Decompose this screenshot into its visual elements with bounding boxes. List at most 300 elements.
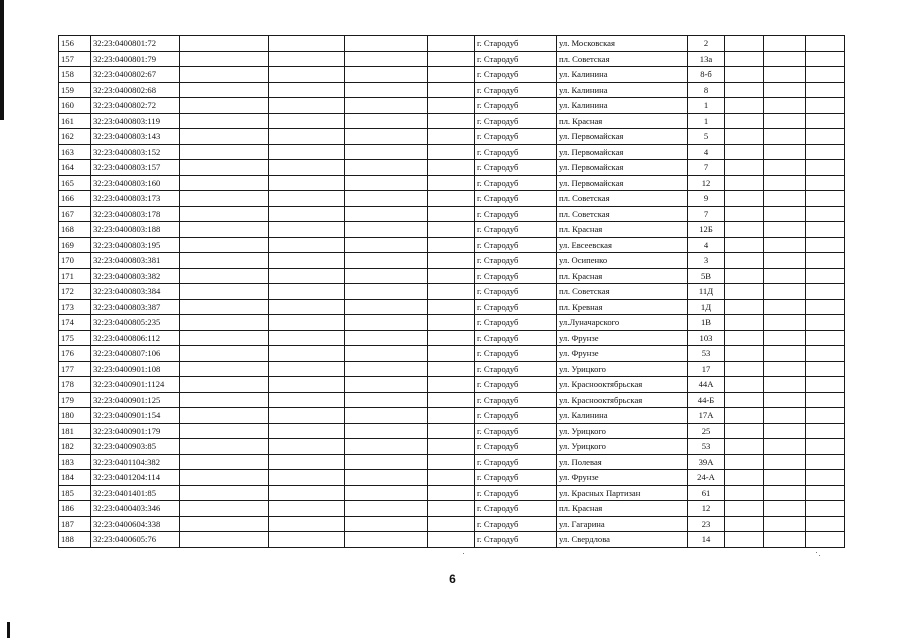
house-number-cell: 1 <box>688 98 725 114</box>
row-number-cell: 180 <box>59 408 91 424</box>
house-number-cell: 7 <box>688 160 725 176</box>
table-row <box>59 284 845 300</box>
empty-cell <box>180 346 269 362</box>
row-number-cell: 176 <box>59 346 91 362</box>
cadastral-number-cell: 32:23:0400604:338 <box>91 516 180 532</box>
row-number-cell: 161 <box>59 113 91 129</box>
row-number-cell: 163 <box>59 144 91 160</box>
empty-cell <box>428 392 475 408</box>
street-cell: ул. Московская <box>557 36 688 52</box>
house-number-cell: 24-А <box>688 470 725 486</box>
empty-cell <box>764 361 806 377</box>
empty-cell <box>180 237 269 253</box>
empty-cell <box>269 206 345 222</box>
page-number: 6 <box>449 572 456 586</box>
city-cell: г. Стародуб <box>475 268 557 284</box>
cadastral-number-cell: 32:23:0400803:188 <box>91 222 180 238</box>
empty-cell <box>764 82 806 98</box>
empty-cell <box>725 82 764 98</box>
table-row <box>59 191 845 207</box>
empty-cell <box>806 501 845 517</box>
property-registry-table <box>58 35 845 548</box>
empty-cell <box>269 98 345 114</box>
empty-cell <box>806 284 845 300</box>
city-cell: г. Стародуб <box>475 206 557 222</box>
empty-cell <box>345 361 428 377</box>
empty-cell <box>806 516 845 532</box>
empty-cell <box>345 284 428 300</box>
empty-cell <box>345 392 428 408</box>
empty-cell <box>345 206 428 222</box>
empty-cell <box>345 377 428 393</box>
empty-cell <box>428 408 475 424</box>
empty-cell <box>180 268 269 284</box>
empty-cell <box>725 268 764 284</box>
street-cell: ул. Фрунзе <box>557 346 688 362</box>
cadastral-number-cell: 32:23:0400901:125 <box>91 392 180 408</box>
empty-cell <box>428 454 475 470</box>
empty-cell <box>180 392 269 408</box>
street-cell: ул. Калинина <box>557 82 688 98</box>
row-number-cell: 188 <box>59 532 91 548</box>
street-cell: ул. Евсеевская <box>557 237 688 253</box>
street-cell: ул. Фрунзе <box>557 470 688 486</box>
empty-cell <box>180 315 269 331</box>
city-cell: г. Стародуб <box>475 454 557 470</box>
empty-cell <box>345 454 428 470</box>
table-row <box>59 160 845 176</box>
table-row <box>59 253 845 269</box>
table-row <box>59 129 845 145</box>
empty-cell <box>725 253 764 269</box>
house-number-cell: 12Б <box>688 222 725 238</box>
empty-cell <box>180 253 269 269</box>
scan-edge-tick <box>7 622 10 638</box>
empty-cell <box>764 299 806 315</box>
street-cell: пл. Советская <box>557 284 688 300</box>
empty-cell <box>764 470 806 486</box>
empty-cell <box>725 454 764 470</box>
table-row <box>59 268 845 284</box>
house-number-cell: 8-б <box>688 67 725 83</box>
street-cell: ул. Урицкого <box>557 423 688 439</box>
city-cell: г. Стародуб <box>475 175 557 191</box>
city-cell: г. Стародуб <box>475 222 557 238</box>
row-number-cell: 165 <box>59 175 91 191</box>
table-row <box>59 315 845 331</box>
empty-cell <box>269 361 345 377</box>
street-cell: ул. Осипенко <box>557 253 688 269</box>
empty-cell <box>269 454 345 470</box>
empty-cell <box>764 315 806 331</box>
empty-cell <box>764 532 806 548</box>
city-cell: г. Стародуб <box>475 485 557 501</box>
empty-cell <box>428 361 475 377</box>
house-number-cell: 14 <box>688 532 725 548</box>
cadastral-number-cell: 32:23:0400803:195 <box>91 237 180 253</box>
house-number-cell: 7 <box>688 206 725 222</box>
empty-cell <box>428 206 475 222</box>
row-number-cell: 167 <box>59 206 91 222</box>
cadastral-number-cell: 32:23:0400403:346 <box>91 501 180 517</box>
row-number-cell: 185 <box>59 485 91 501</box>
empty-cell <box>180 160 269 176</box>
empty-cell <box>764 501 806 517</box>
street-cell: ул. Первомайская <box>557 144 688 160</box>
empty-cell <box>180 82 269 98</box>
table-row <box>59 516 845 532</box>
table-row <box>59 361 845 377</box>
street-cell: ул. Первомайская <box>557 160 688 176</box>
empty-cell <box>269 51 345 67</box>
street-cell: пл. Кревная <box>557 299 688 315</box>
empty-cell <box>806 67 845 83</box>
empty-cell <box>806 377 845 393</box>
street-cell: ул. Калинина <box>557 98 688 114</box>
empty-cell <box>764 98 806 114</box>
empty-cell <box>806 253 845 269</box>
empty-cell <box>180 377 269 393</box>
empty-cell <box>806 346 845 362</box>
empty-cell <box>269 346 345 362</box>
empty-cell <box>269 253 345 269</box>
street-cell: пл. Советская <box>557 191 688 207</box>
empty-cell <box>345 82 428 98</box>
empty-cell <box>428 439 475 455</box>
empty-cell <box>725 470 764 486</box>
empty-cell <box>269 268 345 284</box>
empty-cell <box>428 268 475 284</box>
empty-cell <box>428 423 475 439</box>
empty-cell <box>345 113 428 129</box>
scan-speck <box>819 555 820 556</box>
street-cell: пл. Советская <box>557 51 688 67</box>
street-cell: ул. Урицкого <box>557 439 688 455</box>
empty-cell <box>725 516 764 532</box>
cadastral-number-cell: 32:23:0401401:85 <box>91 485 180 501</box>
empty-cell <box>269 191 345 207</box>
empty-cell <box>764 160 806 176</box>
street-cell: пл. Красная <box>557 113 688 129</box>
empty-cell <box>764 51 806 67</box>
row-number-cell: 158 <box>59 67 91 83</box>
table-row <box>59 222 845 238</box>
empty-cell <box>725 284 764 300</box>
empty-cell <box>764 36 806 52</box>
empty-cell <box>725 346 764 362</box>
cadastral-number-cell: 32:23:0400901:1124 <box>91 377 180 393</box>
street-cell: ул. Калинина <box>557 408 688 424</box>
empty-cell <box>180 330 269 346</box>
empty-cell <box>725 377 764 393</box>
empty-cell <box>725 315 764 331</box>
empty-cell <box>428 51 475 67</box>
empty-cell <box>180 516 269 532</box>
empty-cell <box>725 206 764 222</box>
empty-cell <box>345 470 428 486</box>
empty-cell <box>428 222 475 238</box>
empty-cell <box>428 253 475 269</box>
empty-cell <box>428 516 475 532</box>
empty-cell <box>345 98 428 114</box>
city-cell: г. Стародуб <box>475 67 557 83</box>
empty-cell <box>269 377 345 393</box>
empty-cell <box>764 129 806 145</box>
scan-speck <box>463 553 464 554</box>
cadastral-number-cell: 32:23:0400803:173 <box>91 191 180 207</box>
empty-cell <box>725 299 764 315</box>
empty-cell <box>764 268 806 284</box>
cadastral-number-cell: 32:23:0400803:119 <box>91 113 180 129</box>
street-cell: ул. Фрунзе <box>557 330 688 346</box>
cadastral-number-cell: 32:23:0400605:76 <box>91 532 180 548</box>
house-number-cell: 1 <box>688 113 725 129</box>
street-cell: ул. Калинина <box>557 67 688 83</box>
city-cell: г. Стародуб <box>475 346 557 362</box>
empty-cell <box>764 485 806 501</box>
empty-cell <box>180 98 269 114</box>
house-number-cell: 4 <box>688 144 725 160</box>
street-cell: ул. Краснооктябрьская <box>557 392 688 408</box>
street-cell: ул.Луначарского <box>557 315 688 331</box>
cadastral-number-cell: 32:23:0401104:382 <box>91 454 180 470</box>
empty-cell <box>428 237 475 253</box>
empty-cell <box>345 160 428 176</box>
empty-cell <box>180 284 269 300</box>
city-cell: г. Стародуб <box>475 501 557 517</box>
empty-cell <box>269 439 345 455</box>
city-cell: г. Стародуб <box>475 516 557 532</box>
table-row <box>59 175 845 191</box>
empty-cell <box>725 485 764 501</box>
city-cell: г. Стародуб <box>475 191 557 207</box>
empty-cell <box>180 175 269 191</box>
empty-cell <box>725 144 764 160</box>
empty-cell <box>725 36 764 52</box>
empty-cell <box>806 532 845 548</box>
empty-cell <box>428 377 475 393</box>
house-number-cell: 8 <box>688 82 725 98</box>
empty-cell <box>345 501 428 517</box>
cadastral-number-cell: 32:23:0400803:178 <box>91 206 180 222</box>
cadastral-number-cell: 32:23:0400807:106 <box>91 346 180 362</box>
empty-cell <box>180 454 269 470</box>
empty-cell <box>806 191 845 207</box>
cadastral-number-cell: 32:23:0400803:160 <box>91 175 180 191</box>
street-cell: пл. Красная <box>557 501 688 517</box>
house-number-cell: 2 <box>688 36 725 52</box>
cadastral-number-cell: 32:23:0400802:72 <box>91 98 180 114</box>
empty-cell <box>345 237 428 253</box>
empty-cell <box>428 315 475 331</box>
house-number-cell: 44-Б <box>688 392 725 408</box>
house-number-cell: 9 <box>688 191 725 207</box>
empty-cell <box>269 284 345 300</box>
empty-cell <box>428 67 475 83</box>
empty-cell <box>806 36 845 52</box>
empty-cell <box>806 206 845 222</box>
house-number-cell: 12 <box>688 501 725 517</box>
empty-cell <box>725 423 764 439</box>
empty-cell <box>806 160 845 176</box>
table-row <box>59 98 845 114</box>
empty-cell <box>345 408 428 424</box>
house-number-cell: 39А <box>688 454 725 470</box>
empty-cell <box>725 439 764 455</box>
empty-cell <box>725 191 764 207</box>
table-row <box>59 532 845 548</box>
table-row <box>59 299 845 315</box>
house-number-cell: 5 <box>688 129 725 145</box>
empty-cell <box>806 98 845 114</box>
empty-cell <box>428 36 475 52</box>
empty-cell <box>428 129 475 145</box>
house-number-cell: 103 <box>688 330 725 346</box>
city-cell: г. Стародуб <box>475 392 557 408</box>
empty-cell <box>269 485 345 501</box>
empty-cell <box>725 129 764 145</box>
house-number-cell: 44А <box>688 377 725 393</box>
empty-cell <box>345 423 428 439</box>
empty-cell <box>428 346 475 362</box>
empty-cell <box>428 330 475 346</box>
cadastral-number-cell: 32:23:0400803:152 <box>91 144 180 160</box>
empty-cell <box>725 98 764 114</box>
empty-cell <box>269 113 345 129</box>
scan-edge-mark <box>0 0 4 120</box>
empty-cell <box>725 51 764 67</box>
empty-cell <box>345 485 428 501</box>
city-cell: г. Стародуб <box>475 36 557 52</box>
empty-cell <box>764 191 806 207</box>
cadastral-number-cell: 32:23:0400903:85 <box>91 439 180 455</box>
row-number-cell: 181 <box>59 423 91 439</box>
empty-cell <box>345 330 428 346</box>
city-cell: г. Стародуб <box>475 98 557 114</box>
empty-cell <box>180 222 269 238</box>
empty-cell <box>764 113 806 129</box>
city-cell: г. Стародуб <box>475 439 557 455</box>
empty-cell <box>269 470 345 486</box>
row-number-cell: 170 <box>59 253 91 269</box>
empty-cell <box>345 346 428 362</box>
empty-cell <box>764 392 806 408</box>
city-cell: г. Стародуб <box>475 82 557 98</box>
empty-cell <box>269 423 345 439</box>
table-row <box>59 470 845 486</box>
table-row <box>59 439 845 455</box>
empty-cell <box>345 299 428 315</box>
empty-cell <box>180 51 269 67</box>
table-row <box>59 36 845 52</box>
empty-cell <box>180 485 269 501</box>
table-row <box>59 206 845 222</box>
empty-cell <box>180 129 269 145</box>
row-number-cell: 169 <box>59 237 91 253</box>
empty-cell <box>428 113 475 129</box>
city-cell: г. Стародуб <box>475 160 557 176</box>
row-number-cell: 184 <box>59 470 91 486</box>
empty-cell <box>806 361 845 377</box>
empty-cell <box>345 532 428 548</box>
empty-cell <box>345 222 428 238</box>
row-number-cell: 172 <box>59 284 91 300</box>
empty-cell <box>806 175 845 191</box>
empty-cell <box>180 206 269 222</box>
empty-cell <box>764 439 806 455</box>
empty-cell <box>428 501 475 517</box>
row-number-cell: 171 <box>59 268 91 284</box>
row-number-cell: 157 <box>59 51 91 67</box>
empty-cell <box>806 315 845 331</box>
street-cell: ул. Гагарина <box>557 516 688 532</box>
empty-cell <box>764 330 806 346</box>
row-number-cell: 186 <box>59 501 91 517</box>
city-cell: г. Стародуб <box>475 361 557 377</box>
empty-cell <box>725 160 764 176</box>
empty-cell <box>269 144 345 160</box>
table-row <box>59 346 845 362</box>
empty-cell <box>725 237 764 253</box>
empty-cell <box>345 175 428 191</box>
city-cell: г. Стародуб <box>475 470 557 486</box>
empty-cell <box>269 392 345 408</box>
empty-cell <box>180 439 269 455</box>
cadastral-number-cell: 32:23:0400805:235 <box>91 315 180 331</box>
empty-cell <box>764 377 806 393</box>
street-cell: пл. Советская <box>557 206 688 222</box>
empty-cell <box>725 67 764 83</box>
street-cell: ул. Полевая <box>557 454 688 470</box>
table-row <box>59 237 845 253</box>
cadastral-number-cell: 32:23:0400801:72 <box>91 36 180 52</box>
empty-cell <box>180 423 269 439</box>
empty-cell <box>180 67 269 83</box>
empty-cell <box>806 51 845 67</box>
empty-cell <box>180 361 269 377</box>
empty-cell <box>764 237 806 253</box>
empty-cell <box>269 160 345 176</box>
street-cell: ул. Урицкого <box>557 361 688 377</box>
table-row <box>59 485 845 501</box>
house-number-cell: 53 <box>688 439 725 455</box>
empty-cell <box>345 191 428 207</box>
empty-cell <box>806 408 845 424</box>
row-number-cell: 178 <box>59 377 91 393</box>
city-cell: г. Стародуб <box>475 113 557 129</box>
empty-cell <box>345 144 428 160</box>
empty-cell <box>806 470 845 486</box>
empty-cell <box>269 532 345 548</box>
empty-cell <box>269 67 345 83</box>
empty-cell <box>345 268 428 284</box>
empty-cell <box>806 129 845 145</box>
house-number-cell: 11Д <box>688 284 725 300</box>
empty-cell <box>764 175 806 191</box>
house-number-cell: 1В <box>688 315 725 331</box>
city-cell: г. Стародуб <box>475 129 557 145</box>
empty-cell <box>428 470 475 486</box>
registry-body <box>59 36 845 548</box>
street-cell: пл. Красная <box>557 222 688 238</box>
empty-cell <box>428 160 475 176</box>
empty-cell <box>764 206 806 222</box>
empty-cell <box>806 439 845 455</box>
empty-cell <box>764 253 806 269</box>
house-number-cell: 17А <box>688 408 725 424</box>
empty-cell <box>345 51 428 67</box>
row-number-cell: 183 <box>59 454 91 470</box>
